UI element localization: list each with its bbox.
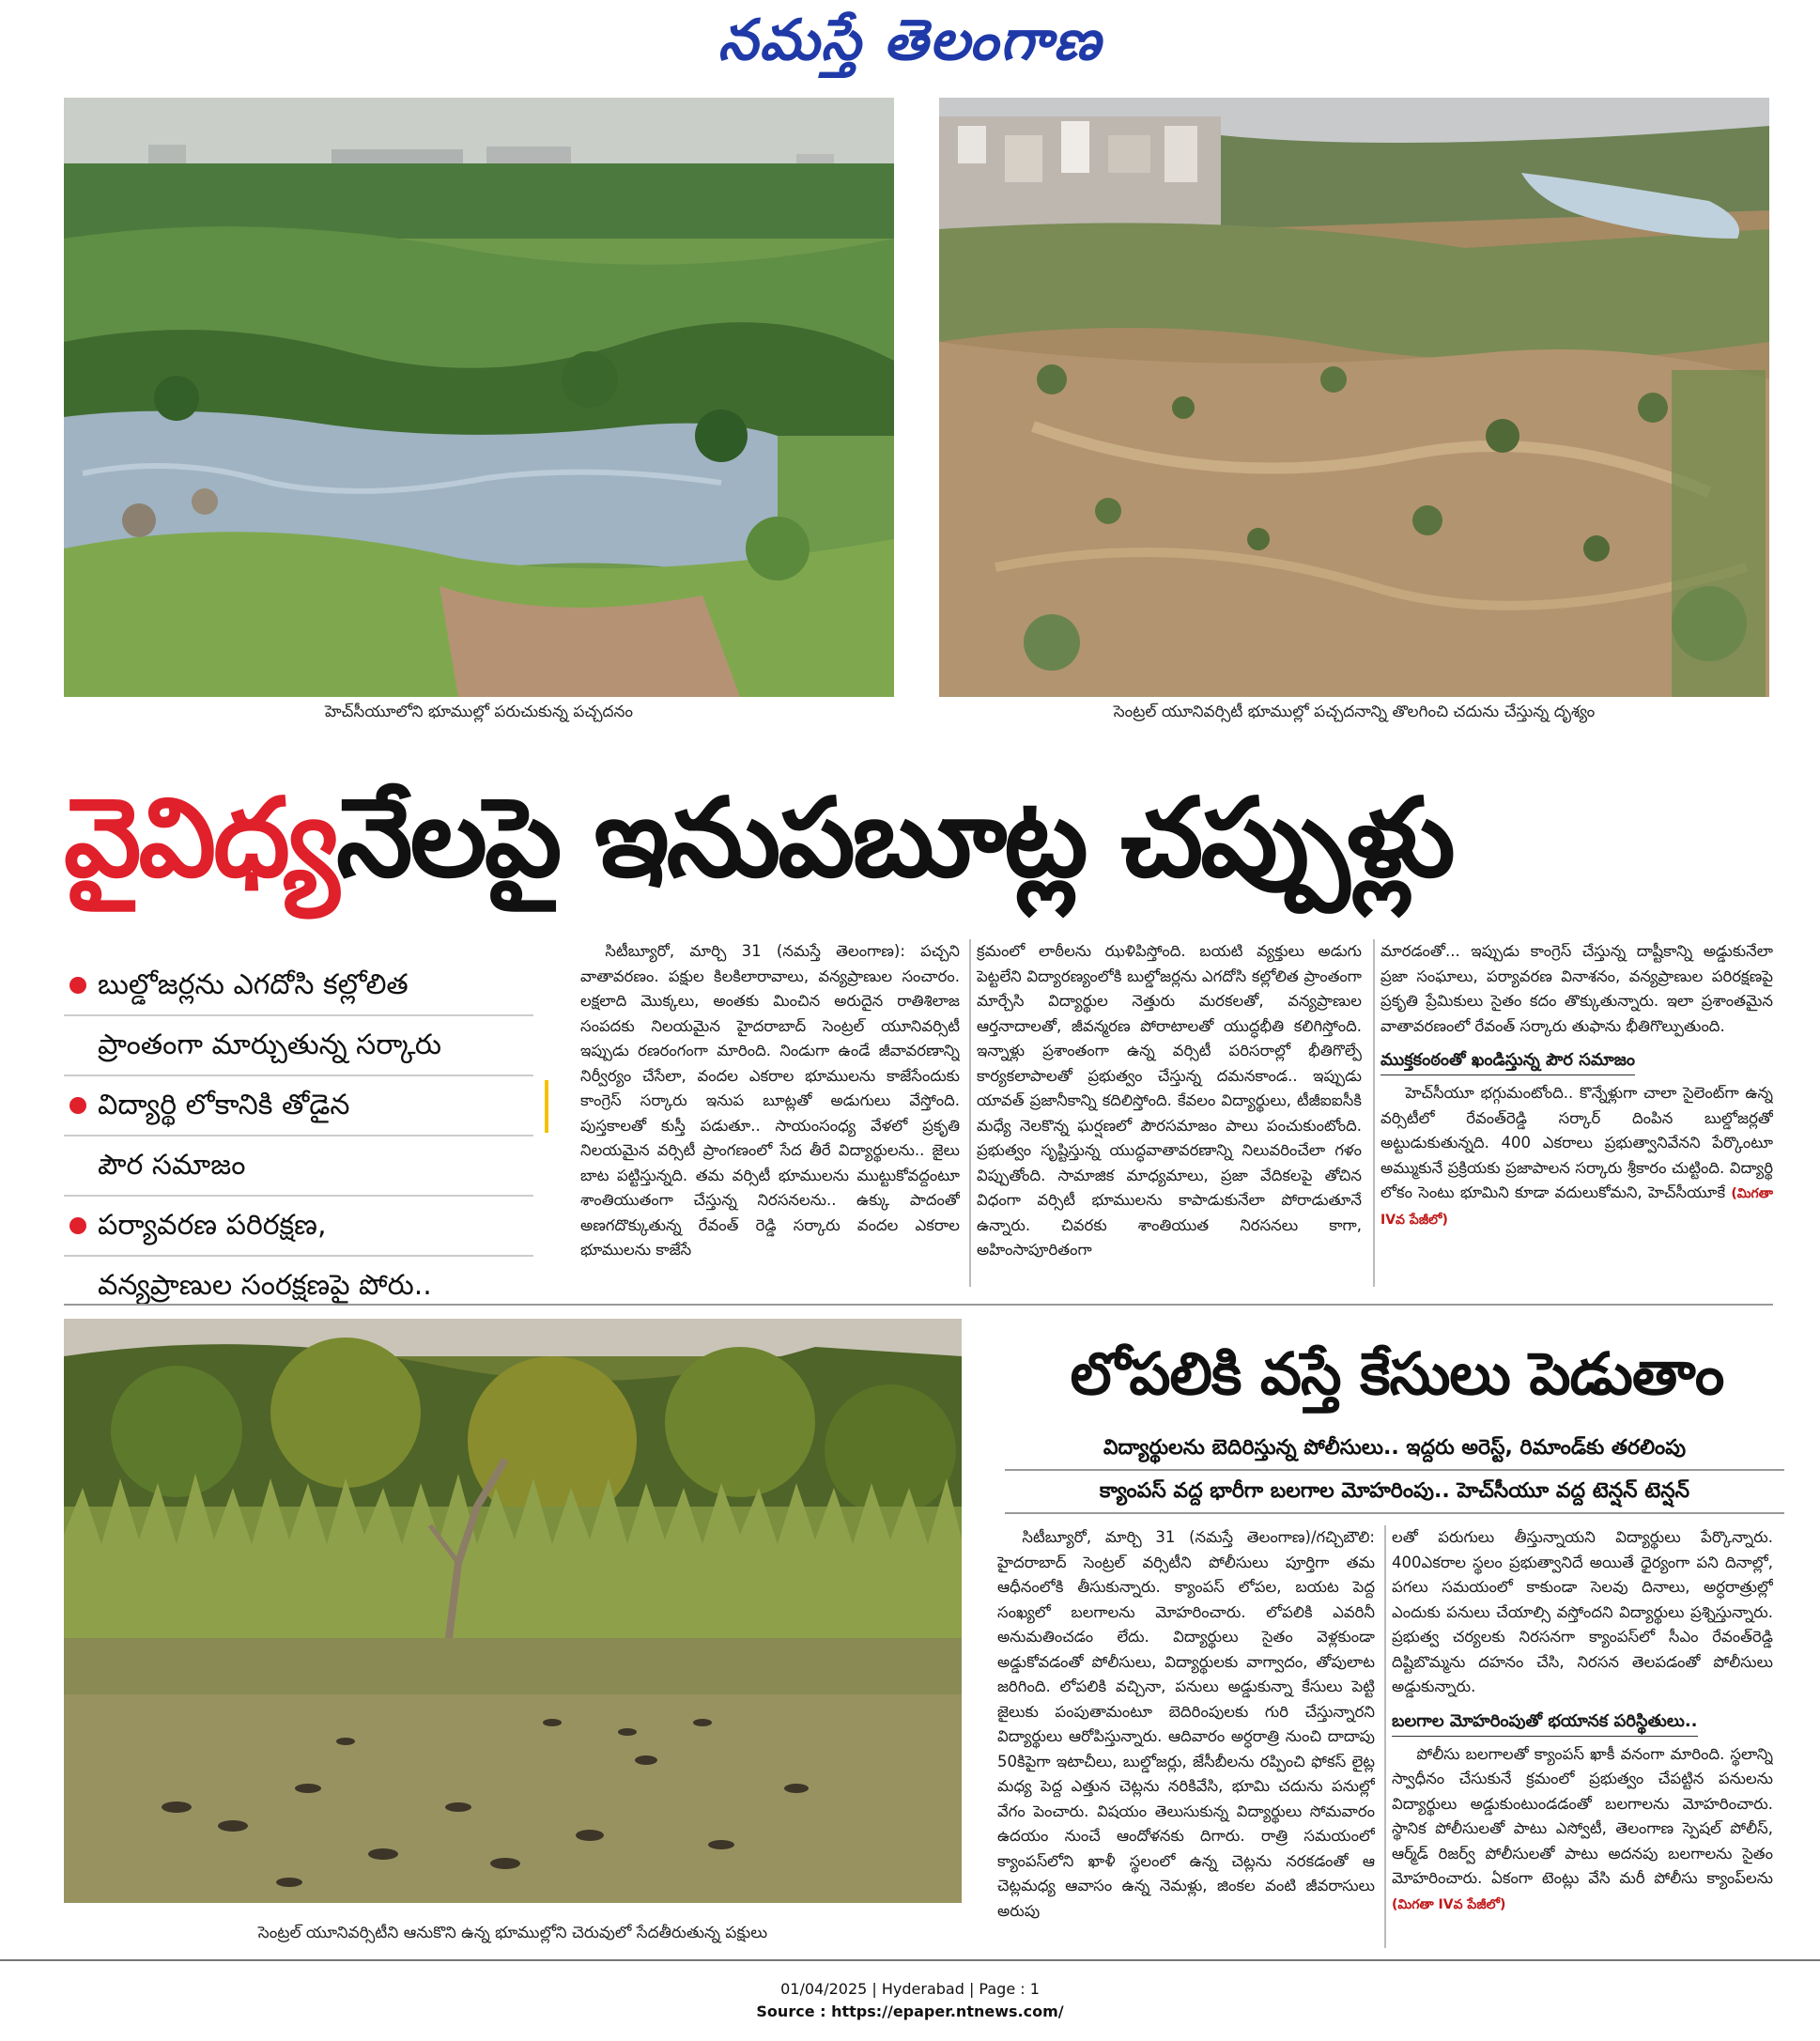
main-headline-red: వైవిధ్య [64,775,337,902]
second-deck-2: క్యాంపస్ వద్ద భారీగా బలగాల మోహరింపు.. హెచ్‌సీయూ వద్ద టెన్షన్ టెన్షన్ [1099,1479,1690,1503]
section-divider [64,1304,1773,1306]
highlight-line: పౌర సమాజం [98,1149,246,1182]
highlight-item [64,1016,533,1076]
main-story-column-2 [977,939,1362,1287]
column-divider [1384,1525,1386,1948]
photo-birds-pond [64,1319,962,1903]
accent-bar [545,1080,548,1133]
main-story-text: సిటీబ్యూరో, మార్చి 31 (నమస్తే తెలంగాణ): పచ్చని వాతావరణం. పక్షుల కిలకిలారావాలు, వన్యప్రాణుల సంచారం. లక్షలాది మొక్కలు, అంతకు మించిన అరుదైన రాతిశిలాజ సంపదకు నిలయమైన హైదరాబాద్ సెంట్రల్ యూనివర్సిటీ ఇప్పుడు రణరంగంగా మారింది. నిండుగా ఉండే జీవావరణాన్ని నిర్వీర్యం చేసేలా, వందల ఎకరాల భూములను కాజేసేందుకు కాంగ్రెస్ సర్కారు ఇనుప బూట్లతో అడుగులు వేస్తోంది. పుస్తకాలతో కుస్తీ పడుతూ.. సాయంసంధ్య వేళలో ప్రకృతి నిలయమైన వర్సిటీ ప్రాంగణంలో సేద తీరే విద్యార్థులను.. జైలు బాట పట్టిస్తున్నది. తమ వర్సిటీ భూములను ముట్టుకోవద్దంటూ శాంతియుతంగా చేస్తున్న నిరసనలను.. ఉక్కు పాదంతో అణగదొక్కుతున్న రేవంత్ రెడ్డి సర్కారు వందల ఎకరాల భూములను కాజేసే [580,942,960,1259]
photo-land-clearing [939,98,1769,697]
main-story-column-3 [1380,939,1773,1287]
bullet-dot-icon [69,1217,86,1234]
footer-source-line[interactable]: Source : https://epaper.ntnews.com/ [756,2002,1064,2020]
main-headline-black: నేలపై ఇనుపబూట్ల చప్పుళ్లు [336,775,1453,902]
main-story-column-1 [580,939,960,1287]
highlight-line: విద్యార్థి లోకానికి తోడైన [98,1089,350,1121]
footer-divider [0,1959,1820,1961]
highlight-item [64,1076,533,1136]
main-story-text [1380,1081,1773,1232]
second-headline: లోపలికి వస్తే కేసులు పెడుతాం [1070,1339,1724,1408]
highlight-item [64,1257,533,1315]
highlights-list [64,956,533,1315]
main-story-text: క్రమంలో లాఠీలను ఝళిపిస్తోంది. బయటి వ్యక్తులు అడుగు పెట్టలేని విద్యారణ్యంలోకి బుల్డోజర్లను ఎగదోసి కల్లోలిత ప్రాంతంగా మార్చేసి విద్యార్థుల నెత్తురు మరకలతో, వన్యప్రాణుల ఆర్తనాదాలతో, జీవన్మరణ పోరాటాలతో యుద్ధభీతి కలిగిస్తోంది. ఇన్నాళ్లు ప్రశాంతంగా ఉన్న వర్సిటీ పరిసరాల్లో భీతిగొల్పే కార్యకలాపాలతో ప్రభుత్వం చేస్తున్న దమనకాండ.. ఇప్పుడు యావత్ ప్రజానీకాన్ని కదిలిస్తోంది. కేవలం విద్యార్థులు, టీజీఐఐసీకి మధ్యే నెలకొన్న ఘర్షణలో పౌరసమాజం పాలు పంచుకుంటోంది. ప్రభుత్వం సృష్టిస్తున్న యుద్ధవాతావరణాన్ని నిలువరించేలా గళం విప్పుతోంది. సామాజిక మాధ్యమాలు, ప్రజా వేదికలపై తోచిన విధంగా వర్సిటీ భూములను కాపాడుకునేలా పోరాడుతూనే ఉన్నారు. చివరకు శాంతియుత నిరసనలు కాగా, అహింసాపూరితంగా [977,942,1362,1259]
column-divider [969,939,971,1287]
masthead: నమస్తే తెలంగాణ [717,8,1103,73]
highlight-item [64,1136,533,1197]
photo-hcu-greenery [64,98,894,697]
caption-top-right: సెంట్రల్ యూనివర్సిటీ భూముల్లో పచ్చదనాన్ని తొలగించి చదును చేస్తున్న దృశ్యం [1113,703,1596,721]
main-story-subhead: ముక్తకంఠంతో ఖండిస్తున్న పౌర సమాజం [1380,1046,1635,1075]
second-deck-1: విద్యార్థులను బెదిరిస్తున్న పోలీసులు.. ఇద్దరు అరెస్ట్, రిమాండ్‌కు తరలింపు [1103,1436,1687,1460]
deck-divider [1005,1469,1784,1471]
second-story-text: సిటీబ్యూరో, మార్చి 31 (నమస్తే తెలంగాణ)/గచ్చిబౌలి: హైదరాబాద్ సెంట్రల్ వర్సిటీని పోలీసులు పూర్తిగా తమ ఆధీనంలోకి తీసుకున్నారు. క్యాంపస్ లోపల, బయట పెద్ద సంఖ్యలో బలగాలను మోహరించారు. లోపలికి ఎవరినీ అనుమతించడం లేదు. విద్యార్థులు సైతం వెళ్లకుండా అడ్డుకోవడంతో పోలీసులు, విద్యార్థులకు వాగ్వాదం, తోపులాట జరిగింది. లోపలికి వచ్చినా, పనులు అడ్డుకున్నా కేసులు పెట్టి జైలుకు పంపుతామంటూ బెదిరింపులకు గురి చేస్తున్నారని విద్యార్థులు ఆరోపిస్తున్నారు. ఆదివారం అర్ధరాత్రి నుంచి దాదాపు 50కిపైగా ఇటాచీలు, బుల్డోజర్లు, జేసీబీలను రప్పించి ఫోకస్ లైట్ల మధ్య పెద్ద ఎత్తున చెట్లను నరికివేసి, భూమి చదును పనుల్లో వేగం పెంచారు. విషయం తెలుసుకున్న విద్యార్థులు సోమవారం ఉదయం నుంచే ఆందోళనకు దిగారు. రాత్రి సమయంలో క్యాంపస్‌లోని ఖాళీ స్థలంలో ఉన్న చెట్లను నరకడంతో ఆ చెట్లమధ్య ఆవాసం ఉన్న నెమళ్లు, జింకల వంటి జీవరాసులు అరుపు [997,1528,1375,1920]
second-story-text: లతో పరుగులు తీస్తున్నాయని విద్యార్థులు పేర్కొన్నారు. 400ఎకరాల స్థలం ప్రభుత్వానిదే అయితే ధైర్యంగా పని దినాల్లో, పగలు సమయంలో కాకుండా సెలవు దినాలు, అర్ధరాత్రుల్లో ఎందుకు పనులు చేయాల్సి వస్తోందని విద్యార్థులు ప్రశ్నిస్తున్నారు. ప్రభుత్వ చర్యలకు నిరసనగా క్యాంపస్‌లో సీఎం రేవంత్‌రెడ్డి దిష్టిబొమ్మను దహనం చేసి, నిరసన తెలపడంతో పోలీసులు అడ్డుకున్నారు. [1392,1528,1773,1695]
main-headline [64,759,1773,919]
highlight-line: పర్యావరణ పరిరక్షణ, [98,1209,327,1242]
caption-top-left: హెచ్‌సీయూలోని భూముల్లో పరుచుకున్న పచ్చదనం [324,703,634,721]
continued-label: (మిగతా IVవ పేజీలో) [1392,1896,1506,1912]
bullet-dot-icon [69,1097,86,1114]
footer-date-line: 01/04/2025 | Hyderabad | Page : 1 [780,1980,1040,1998]
bullet-dot-icon [69,977,86,994]
column-divider [1373,939,1375,1287]
highlight-item [64,956,533,1016]
highlight-line: ప్రాంతంగా మార్చుతున్న సర్కారు [98,1028,442,1061]
main-story-text-tail: హెచ్‌సీయూ భగ్గుమంటోంది.. కొన్నేళ్లుగా చాలా సైలెంట్‌గా ఉన్న వర్సిటీలో రేవంత్‌రెడ్డి సర్కార్ దింపిన బుల్డోజర్లతో అట్టుడుకుతున్నది. 400 ఎకరాలు ప్రభుత్వానివేనని పేర్కొంటూ అమ్ముకునే ప్రక్రియకు ప్రజాపాలన సర్కారు శ్రీకారం చుట్టింది. విద్యార్థి లోకం సెంటు భూమిని కూడా వదులుకోమని, హెచ్‌సీయూకే [1380,1084,1773,1201]
deck-divider [1005,1512,1784,1514]
second-story-text [1392,1742,1773,1918]
highlight-item [64,1197,533,1257]
second-story-subhead: బలగాల మోహరింపుతో భయానక పరిస్థితులు.. [1392,1708,1698,1737]
second-story-column-2 [1392,1525,1773,1948]
continued-label: (మిగతా IVవ పేజీలో) [1380,1186,1773,1228]
caption-bottom-left: సెంట్రల్ యూనివర్సిటీని ఆనుకొని ఉన్న భూముల్లోని చెరువులో సేదతీరుతున్న పక్షులు [257,1924,768,1942]
highlight-line: బుల్డోజర్లను ఎగదోసి కల్లోలిత [98,968,409,1001]
highlight-line: వన్యప్రాణుల సంరక్షణపై పోరు.. [98,1269,432,1302]
second-story-text-tail: పోలీసు బలగాలతో క్యాంపస్ ఖాకీ వనంగా మారింది. స్థలాన్ని స్వాధీనం చేసుకునే క్రమంలో ప్రభుత్వం చేపట్టిన పనులను విద్యార్థులు అడ్డుకుంటుండడంతో బలగాలను మోహరించారు. స్థానిక పోలీసులతో పాటు ఎస్వోటీ, తెలంగాణ స్పెషల్ పోలీస్, ఆర్మ్‌డ్ రిజర్వ్ పోలీసులతో పాటు అదనపు బలగాలను సైతం మోహరించారు. ఏకంగా టెంట్లు వేసి మరీ పోలీసు క్యాంప్‌లను [1392,1744,1773,1887]
second-story-column-1 [997,1525,1375,1948]
main-story-text: మారడంతో... ఇప్పుడు కాంగ్రెస్ చేస్తున్న దాష్టీకాన్ని అడ్డుకునేలా ప్రజా సంఘాలు, పర్యావరణ వినాశనం, వన్యప్రాణుల పరిరక్షణపై ప్రకృతి ప్రేమికులు సైతం కదం తొక్కుతున్నారు. ఇలా ప్రశాంతమైన వాతావరణంలో రేవంత్ సర్కారు తుఫాను భీతిగొల్పుతుంది. [1380,942,1773,1035]
